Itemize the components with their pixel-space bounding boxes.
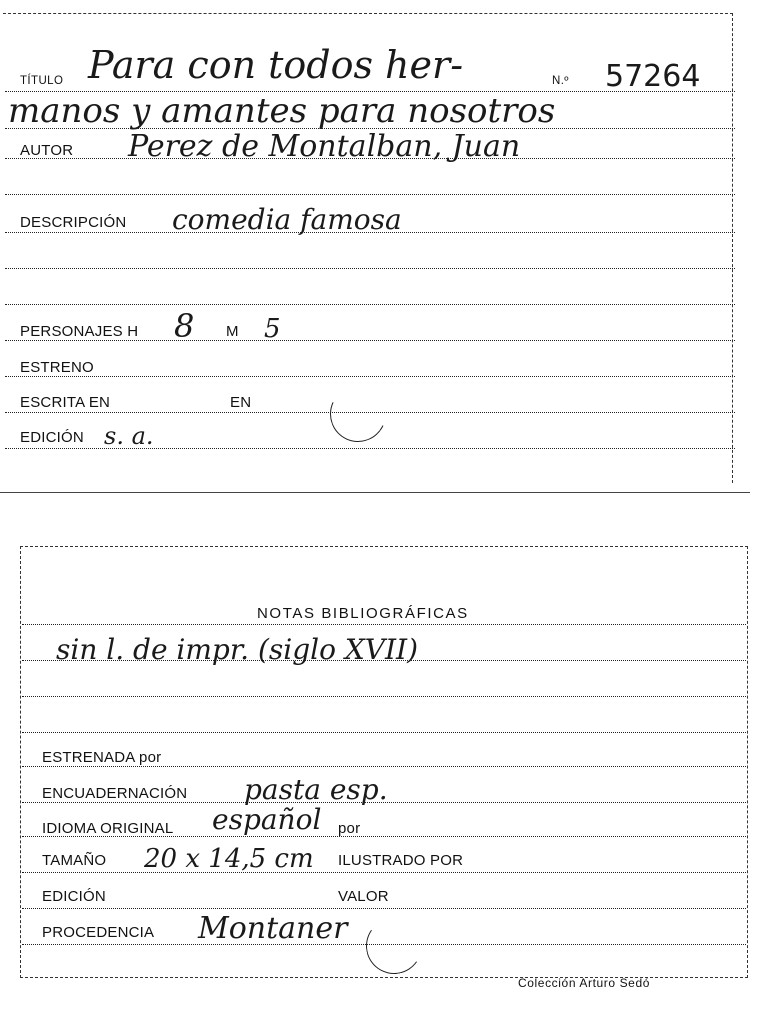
- edicion2-label: EDICIÓN: [42, 888, 106, 905]
- procedencia-value: Montaner: [198, 911, 348, 946]
- ruled-line: [22, 696, 746, 697]
- ruled-line: [22, 872, 746, 873]
- estreno-label: ESTRENO: [20, 359, 94, 376]
- encuadernacion-value: pasta esp.: [244, 773, 388, 806]
- personajes-h-value: 8: [174, 307, 195, 345]
- escrita-en-label: EN: [230, 394, 252, 411]
- idioma-label: IDIOMA ORIGINAL: [42, 820, 174, 837]
- personajes-m-label: M: [226, 323, 239, 340]
- ruled-line: [5, 304, 735, 305]
- ruled-line: [5, 376, 735, 377]
- numero-value: 57264: [605, 59, 701, 94]
- tamano-label: TAMAÑO: [42, 852, 107, 869]
- encuadernacion-label: ENCUADERNACIÓN: [42, 785, 188, 802]
- notas-heading: NOTAS BIBLIOGRÁFICAS: [257, 605, 469, 622]
- ilustrado-label: ILUSTRADO POR: [338, 852, 464, 869]
- autor-label: AUTOR: [20, 142, 74, 159]
- ruled-line: [5, 268, 735, 269]
- card-separator: [0, 492, 750, 493]
- edicion-value: s. a.: [104, 422, 154, 450]
- ruled-line: [22, 766, 746, 767]
- ruled-line: [5, 194, 735, 195]
- collection-credit: Colección Arturo Sedó: [518, 976, 651, 990]
- estrenada-label: ESTRENADA por: [42, 749, 162, 766]
- personajes-m-value: 5: [264, 314, 281, 344]
- idioma-por-label: por: [338, 820, 361, 837]
- idioma-value: español: [212, 803, 322, 836]
- tamano-value: 20 x 14,5 cm: [144, 844, 314, 874]
- ruled-line: [5, 340, 735, 341]
- ruled-line: [22, 624, 746, 625]
- titulo-value-line2: manos y amantes para nosotros: [8, 91, 556, 131]
- notas-value: sin l. de impr. (siglo XVII): [56, 633, 419, 666]
- procedencia-label: PROCEDENCIA: [42, 924, 155, 941]
- escrita-label: ESCRITA EN: [20, 394, 111, 411]
- autor-value: Perez de Montalban, Juan: [128, 129, 521, 164]
- ruled-line: [22, 732, 746, 733]
- valor-label: VALOR: [338, 888, 389, 905]
- numero-label: N.º: [552, 75, 569, 87]
- descripcion-label: DESCRIPCIÓN: [20, 214, 127, 231]
- titulo-value-line1: Para con todos her-: [88, 43, 464, 87]
- personajes-label: PERSONAJES H: [20, 323, 139, 340]
- descripcion-value: comedia famosa: [172, 203, 402, 236]
- titulo-label: TÍTULO: [20, 75, 64, 87]
- edicion-label: EDICIÓN: [20, 429, 84, 446]
- ruled-line: [22, 908, 746, 909]
